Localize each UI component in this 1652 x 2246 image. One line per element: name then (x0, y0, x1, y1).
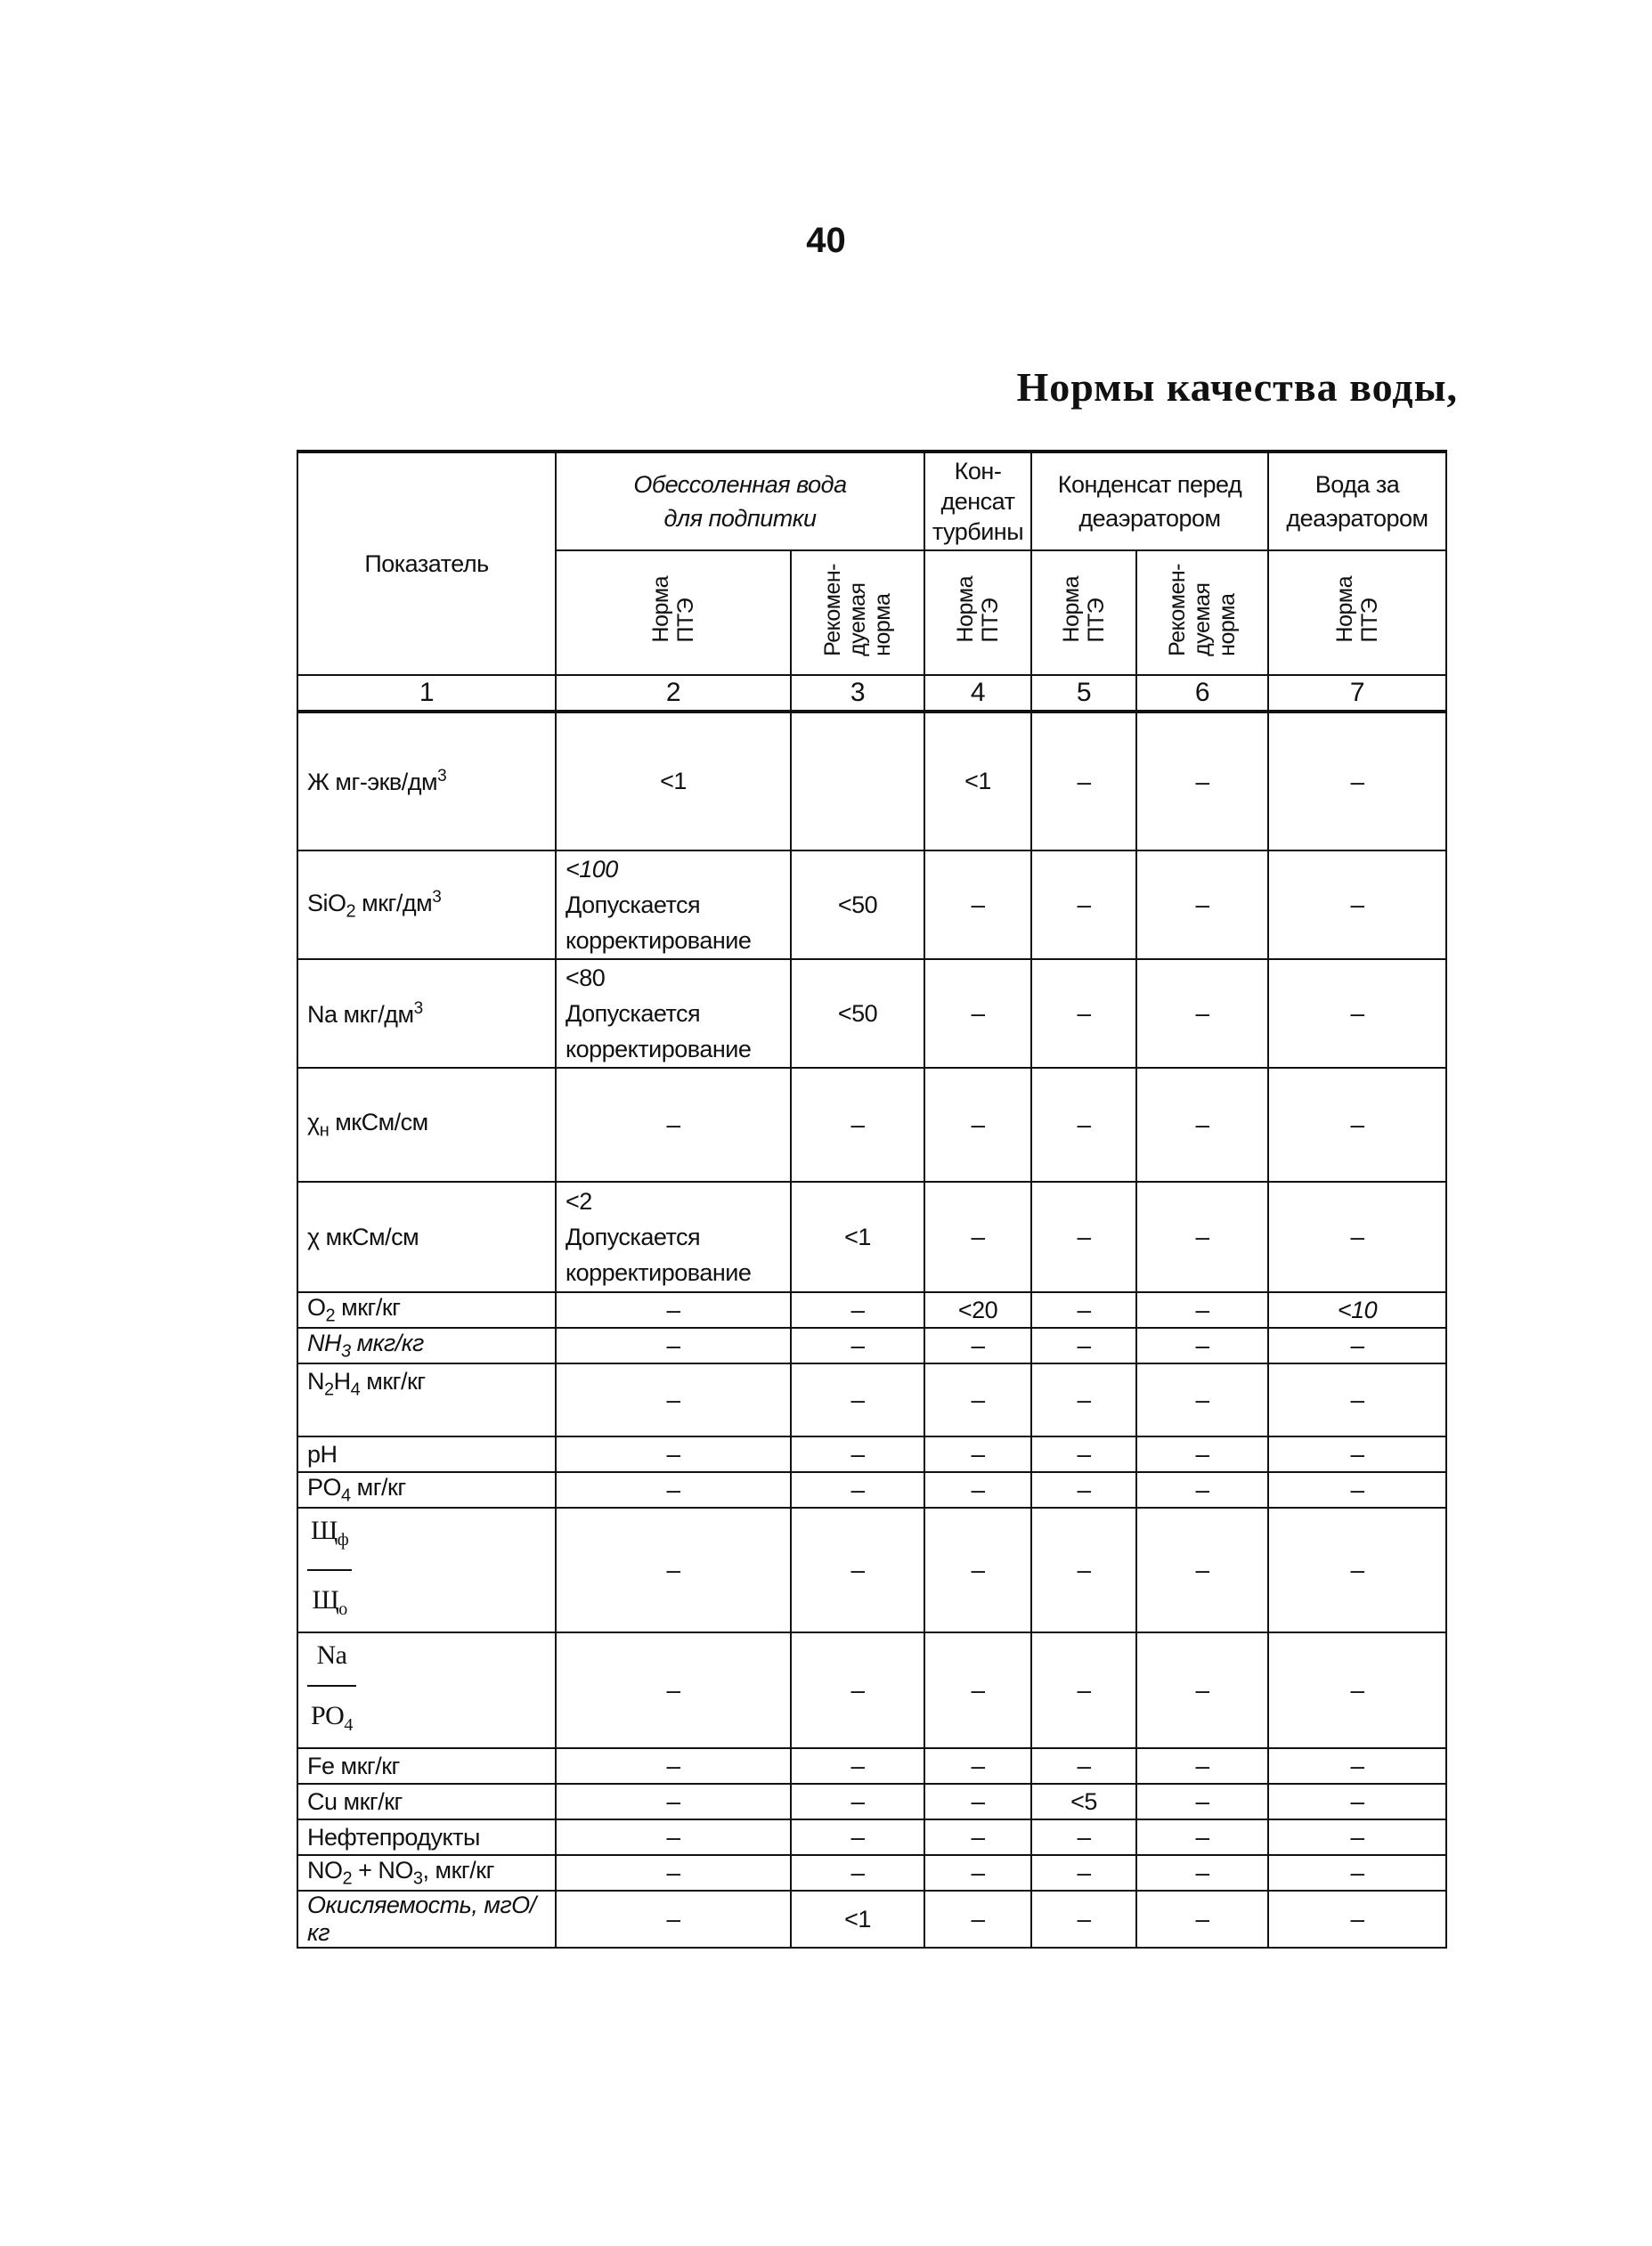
row-label: Нефтепродукты (297, 1819, 556, 1855)
table-row-nh3 (297, 1328, 1446, 1363)
header-water-after-deaerator: Вода за деаэратором (1268, 452, 1446, 550)
table-cell: – (1031, 1855, 1136, 1891)
table-cell: – (1268, 1363, 1446, 1436)
row-label: pH (297, 1436, 556, 1472)
table-cell: – (924, 1328, 1031, 1363)
table-cell: – (1136, 1328, 1268, 1363)
table-cell: – (1268, 1068, 1446, 1182)
table-cell: – (1031, 1436, 1136, 1472)
table-cell: – (791, 1436, 924, 1472)
table-cell: – (924, 1068, 1031, 1182)
table-row-sio2 (297, 850, 1446, 959)
table-cell: – (1136, 1436, 1268, 1472)
table-cell: – (556, 1632, 791, 1748)
table-row-po4 (297, 1472, 1446, 1508)
table-cell: – (556, 1292, 791, 1328)
table-cell: – (1031, 1748, 1136, 1784)
table-cell: – (1031, 1472, 1136, 1508)
subheader-recommended (791, 550, 924, 675)
table-cell: – (1031, 1363, 1136, 1436)
row-label: $\chi_н$ мкСм/см (297, 1068, 556, 1182)
table-row-n2h4 (297, 1363, 1446, 1436)
table-cell: – (791, 1632, 924, 1748)
table-cell: – (1136, 712, 1268, 850)
column-number: 4 (924, 675, 1031, 712)
table-cell: – (1268, 1328, 1446, 1363)
page-number: 40 (806, 221, 846, 260)
header-demineralized-water: Обессоленная вода для подпитки (556, 452, 924, 550)
table-cell: – (1031, 1819, 1136, 1855)
row-label: Fe мкг/кг (297, 1748, 556, 1784)
row-label: $O_2$ мкг/кг (297, 1292, 556, 1328)
table-cell: – (1268, 1784, 1446, 1819)
table-row-chi-h (297, 1068, 1446, 1182)
column-number: 6 (1136, 675, 1268, 712)
table-cell: – (791, 1784, 924, 1819)
table-cell: – (1268, 1182, 1446, 1292)
table-cell: – (1031, 1182, 1136, 1292)
table-cell: – (1136, 1784, 1268, 1819)
table-cell: – (1136, 1363, 1268, 1436)
table-cell: – (791, 1855, 924, 1891)
column-number: 3 (791, 675, 924, 712)
table-row-fe (297, 1748, 1446, 1784)
table-cell: – (1136, 1068, 1268, 1182)
header-turbine-condensate: Кон- денсат турбины (924, 452, 1031, 550)
fraction: $\frac{Na}{PO_4}$ (307, 1633, 356, 1747)
table-cell: – (791, 1363, 924, 1436)
row-label: $NH_3$ мкг/кг (297, 1328, 556, 1363)
table-cell: – (1031, 1891, 1136, 1948)
row-label: Ж $мг-экв/дм^3$ (297, 712, 556, 850)
column-number: 7 (1268, 675, 1446, 712)
table-cell: – (556, 1472, 791, 1508)
row-label: SiO$_2$ мкг/$дм^3$ (297, 850, 556, 959)
row-label: $PO_4$ мг/кг (297, 1472, 556, 1508)
table-cell: – (1031, 1632, 1136, 1748)
table-cell: – (1268, 1891, 1446, 1948)
table-cell: – (924, 1819, 1031, 1855)
row-label (297, 1632, 556, 1748)
row-label: Na мкг/$дм^3$ (297, 959, 556, 1068)
table-cell: – (556, 1436, 791, 1472)
table-cell: <10 (1268, 1292, 1446, 1328)
table-row-na (297, 959, 1446, 1068)
table-cell: <1 (924, 712, 1031, 850)
table-cell: – (791, 1819, 924, 1855)
subheader-norm-pte (1031, 550, 1136, 675)
table-cell: – (1268, 1855, 1446, 1891)
table-row-o2 (297, 1292, 1446, 1328)
table-cell: <5 (1031, 1784, 1136, 1819)
table-cell: – (1136, 1292, 1268, 1328)
row-label: $N_2H_4$ мкг/кг (297, 1363, 556, 1436)
table-cell: – (924, 959, 1031, 1068)
table-cell: – (1031, 959, 1136, 1068)
subheader-recommended (1136, 550, 1268, 675)
column-number-row (297, 675, 1446, 712)
table-cell: – (924, 1632, 1031, 1748)
table-row-oxidizability (297, 1891, 1446, 1948)
table-cell: – (556, 1891, 791, 1948)
table-cell: <2 Допускается корректирование (556, 1182, 791, 1292)
table-cell: – (556, 1784, 791, 1819)
header-parameter: Показатель (297, 452, 556, 675)
table-cell: – (1268, 1748, 1446, 1784)
table-cell: – (791, 1328, 924, 1363)
row-label: Окисляемость, мгO/кг (297, 1891, 556, 1948)
table-cell: – (556, 1508, 791, 1632)
table-cell: – (791, 1748, 924, 1784)
subheader-label: Рекомен- дуемая норма (820, 563, 895, 656)
table-cell: – (556, 1819, 791, 1855)
table-row-hardness (297, 712, 1446, 850)
row-label (297, 1508, 556, 1632)
table-title: Нормы качества воды, (1016, 364, 1458, 410)
table-cell: – (1268, 959, 1446, 1068)
table-cell: – (1268, 1508, 1446, 1632)
table-row-na-po4-ratio (297, 1632, 1446, 1748)
table-cell: – (1136, 850, 1268, 959)
table-cell: <1 (791, 1182, 924, 1292)
table-cell: – (1268, 1632, 1446, 1748)
table-cell: – (556, 1363, 791, 1436)
subheader-label: Норма ПТЭ (1332, 576, 1382, 643)
table-cell: – (1136, 1855, 1268, 1891)
table-cell: <50 (791, 959, 924, 1068)
row-label: χ мкСм/см (297, 1182, 556, 1292)
table-cell: <20 (924, 1292, 1031, 1328)
table-cell: – (1268, 1819, 1446, 1855)
row-label: Cu мкг/кг (297, 1784, 556, 1819)
table-cell: – (1136, 1632, 1268, 1748)
table-row-chi (297, 1182, 1446, 1292)
subheader-norm-pte (1268, 550, 1446, 675)
table-cell: – (924, 1855, 1031, 1891)
table-cell: – (1031, 1508, 1136, 1632)
table-cell: – (1268, 712, 1446, 850)
table-cell: – (556, 1068, 791, 1182)
table-cell: – (1031, 1328, 1136, 1363)
table-cell: – (1031, 712, 1136, 850)
table-cell: – (924, 1784, 1031, 1819)
table-cell: – (1136, 959, 1268, 1068)
subheader-norm-pte (556, 550, 791, 675)
table-cell: <1 (556, 712, 791, 850)
water-quality-norms-table (297, 450, 1447, 1949)
table-cell: – (1136, 1891, 1268, 1948)
table-cell: – (1268, 850, 1446, 959)
subheader-label: Норма ПТЭ (953, 576, 1003, 643)
table-cell (791, 712, 924, 850)
table-cell: – (791, 1292, 924, 1328)
table-cell: – (556, 1855, 791, 1891)
table-cell: – (924, 1748, 1031, 1784)
table-row-alkalinity-ratio (297, 1508, 1446, 1632)
table-cell: – (1136, 1508, 1268, 1632)
column-number: 2 (556, 675, 791, 712)
table-cell: <100 Допускается корректирование (556, 850, 791, 959)
row-label: $NO_2 + NO_3$, мкг/кг (297, 1855, 556, 1891)
subheader-label: Норма ПТЭ (648, 576, 698, 643)
table-cell: – (1136, 1819, 1268, 1855)
subheader-label: Норма ПТЭ (1059, 576, 1109, 643)
table-cell: – (1136, 1748, 1268, 1784)
table-cell: – (1031, 850, 1136, 959)
table-cell: – (1031, 1068, 1136, 1182)
table-cell: – (791, 1068, 924, 1182)
table-cell: – (924, 1472, 1031, 1508)
table-cell: – (1136, 1182, 1268, 1292)
table-cell: – (1268, 1436, 1446, 1472)
table-cell: – (924, 850, 1031, 959)
table-cell: – (1031, 1292, 1136, 1328)
column-number: 5 (1031, 675, 1136, 712)
table-row-no2-no3 (297, 1855, 1446, 1891)
table-cell: – (924, 1182, 1031, 1292)
table-cell: – (556, 1328, 791, 1363)
table-cell: <50 (791, 850, 924, 959)
table-cell: <80 Допускается корректирование (556, 959, 791, 1068)
table-cell: <1 (791, 1891, 924, 1948)
fraction: $\frac{Щ_ф}{Щ_о}$ (307, 1509, 352, 1632)
header-condensate-before-deaerator: Конденсат перед деаэратором (1031, 452, 1268, 550)
subheader-norm-pte (924, 550, 1031, 675)
table-cell: – (1136, 1472, 1268, 1508)
table-cell: – (924, 1436, 1031, 1472)
column-number: 1 (297, 675, 556, 712)
table-cell: – (1268, 1472, 1446, 1508)
table-row-ph (297, 1436, 1446, 1472)
subheader-label: Рекомен- дуемая норма (1165, 563, 1240, 656)
table-cell: – (924, 1891, 1031, 1948)
table-cell: – (556, 1748, 791, 1784)
table-cell: – (791, 1472, 924, 1508)
header-row-groups (297, 452, 1446, 550)
table-cell: – (924, 1508, 1031, 1632)
table-cell: – (791, 1508, 924, 1632)
table-row-cu (297, 1784, 1446, 1819)
table-cell: – (924, 1363, 1031, 1436)
table-row-oil-products (297, 1819, 1446, 1855)
